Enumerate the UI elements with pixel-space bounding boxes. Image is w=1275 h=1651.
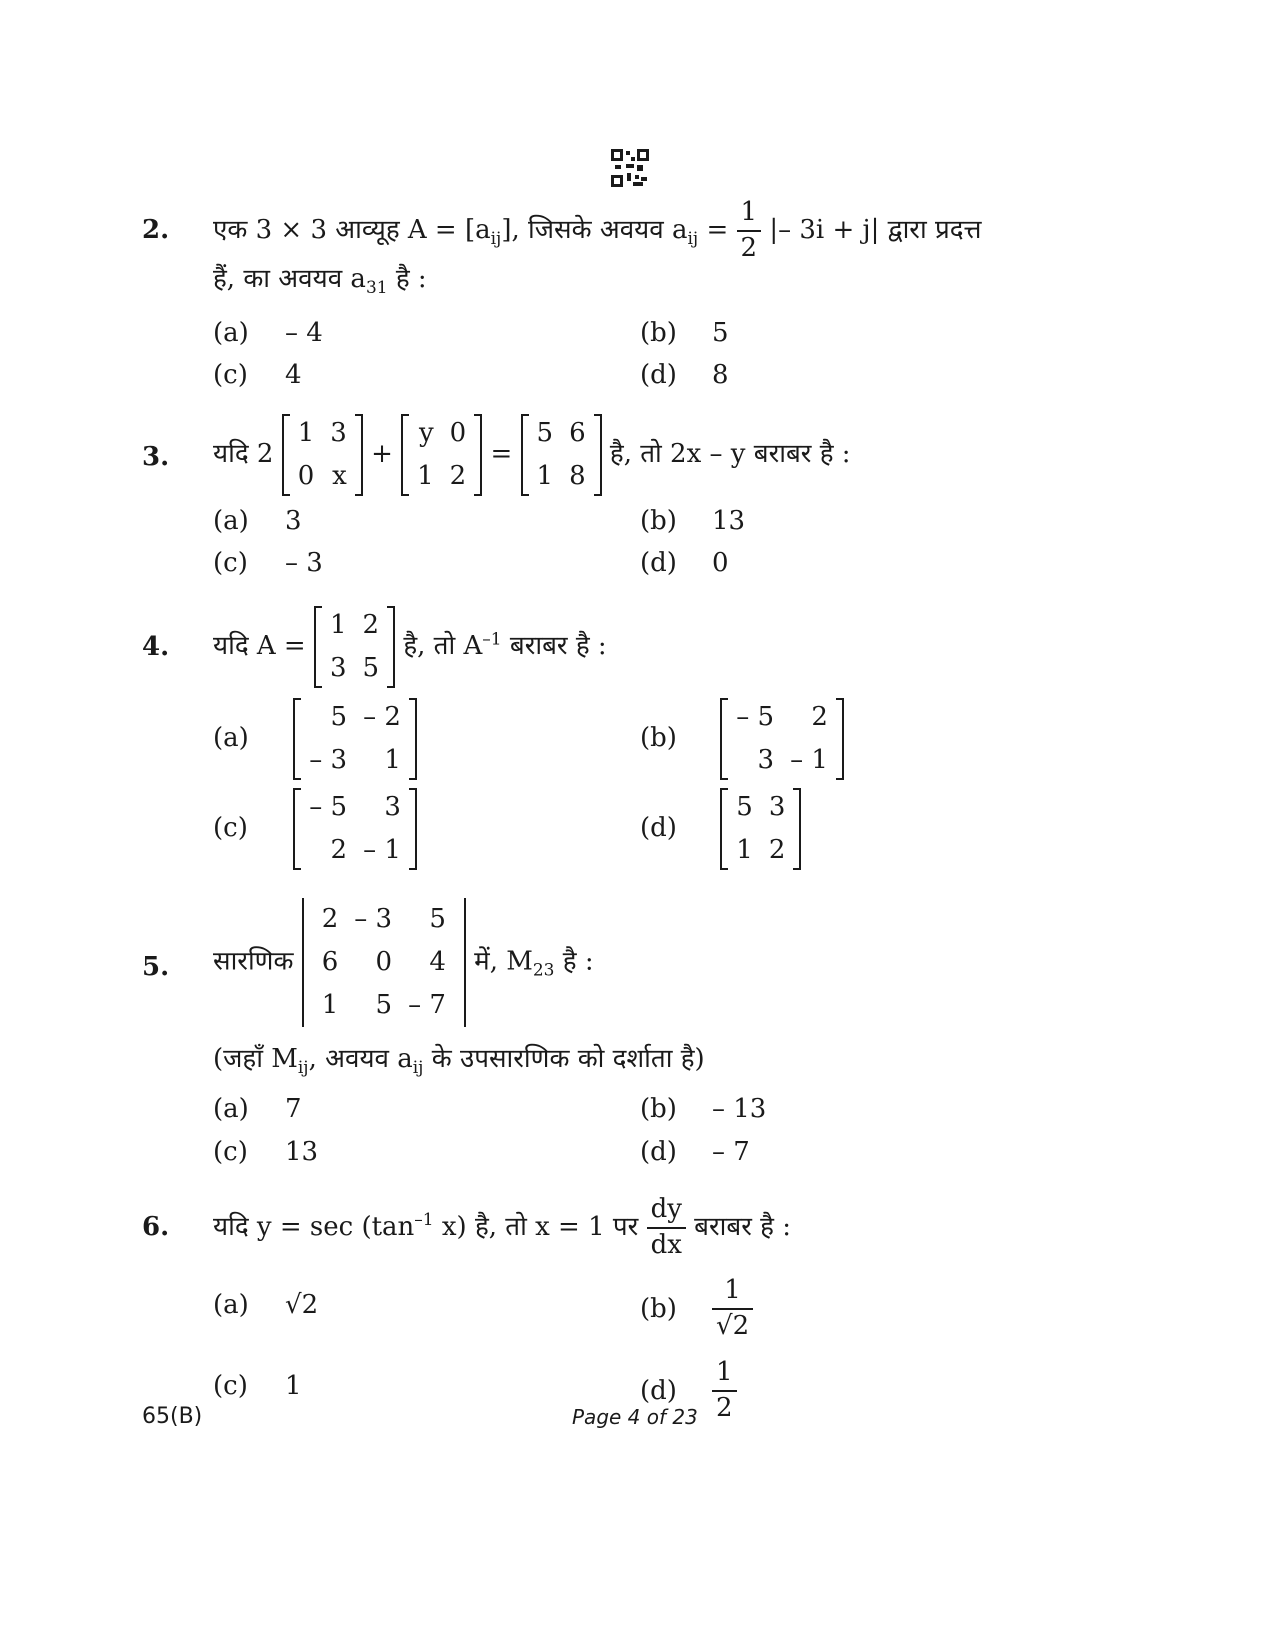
option-a: (a) 3 bbox=[213, 506, 302, 536]
determinant: 2 – 3 5 6 0 4 1 5 – 7 bbox=[302, 898, 466, 1027]
question-4-stem: यदि A = 1 2 3 5 है, तो $A^{-1}$ बराबर है : bbox=[213, 604, 607, 690]
option-d: (d) 0 bbox=[640, 548, 729, 578]
option-a: (a) 5 – 2 – 3 1 bbox=[213, 696, 417, 782]
option-b: (b) 5 bbox=[640, 318, 729, 348]
option-c: (c) 4 bbox=[213, 360, 302, 390]
paper-code: 65(B) bbox=[142, 1404, 203, 1429]
option-a: (a) 7 bbox=[213, 1094, 302, 1124]
option-a: (a) √2 bbox=[213, 1290, 319, 1320]
option-c: (c) – 5 3 2 – 1 bbox=[213, 786, 417, 872]
question-number: 5. bbox=[142, 952, 170, 982]
question-number: 4. bbox=[142, 632, 170, 662]
question-number: 6. bbox=[142, 1212, 170, 1242]
option-d: (d) 8 bbox=[640, 360, 729, 390]
option-c: (c) 13 bbox=[213, 1137, 319, 1167]
page-number: Page 4 of 23 bbox=[572, 1405, 698, 1429]
matrix: – 5 3 2 – 1 bbox=[293, 786, 417, 872]
matrix: 1 3 0 x bbox=[282, 412, 363, 498]
question-number: 3. bbox=[142, 442, 170, 472]
question-2-line-2: हैं, का अवयव $a_{31}$ है : bbox=[213, 264, 427, 299]
fraction-half: $\frac{1}{2}$ bbox=[737, 196, 762, 266]
question-5-stem: सारणिक 2 – 3 5 6 0 4 1 5 – 7 में, $M_{23}$ है : bbox=[213, 898, 594, 1027]
option-d: (d) 5 3 1 2 bbox=[640, 786, 801, 872]
matrix: 5 – 2 – 3 1 bbox=[293, 696, 417, 782]
question-6-stem: यदि $y = \sec (\tan^{-1}$ x) है, तो x = 1 पर $\frac{dy}{dx}$ बराबर है : bbox=[213, 1193, 791, 1263]
question-2-line-1: एक 3 × 3 आव्यूह $A = [a_{ij}]$, जिसके अवयव $a_{ij}$ = $\frac{1}{2}$ |– 3i + j| द्वारा प्रदत्त bbox=[213, 196, 982, 266]
qr-code-icon bbox=[611, 149, 649, 187]
option-b: (b) 13 bbox=[640, 506, 746, 536]
question-3-stem: यदि 2 1 3 0 x + y 0 1 2 = 5 6 1 8 है, तो 2x – y बराबर है : bbox=[213, 412, 851, 498]
option-c: (c) – 3 bbox=[213, 548, 323, 578]
option-b: (b) – 13 bbox=[640, 1094, 767, 1124]
option-a: (a) – 4 bbox=[213, 318, 323, 348]
question-5-note: (जहाँ $M_{ij}$, अवयव $a_{ij}$ के उपसारणिक को दर्शाता है) bbox=[213, 1044, 705, 1079]
option-b: (b) – 5 2 3 – 1 bbox=[640, 696, 844, 782]
matrix: 5 3 1 2 bbox=[720, 786, 801, 872]
matrix: – 5 2 3 – 1 bbox=[720, 696, 844, 782]
matrix: y 0 1 2 bbox=[401, 412, 482, 498]
matrix: 1 2 3 5 bbox=[314, 604, 395, 690]
matrix: 5 6 1 8 bbox=[521, 412, 602, 498]
fraction-derivative: $\frac{dy}{dx}$ bbox=[647, 1193, 686, 1263]
question-number: 2. bbox=[142, 215, 170, 245]
option-b: (b) $\frac{1}{√2}$ bbox=[640, 1274, 753, 1344]
option-d: (d) – 7 bbox=[640, 1137, 750, 1167]
option-c: (c) 1 bbox=[213, 1371, 302, 1401]
option-d: (d) $\frac{1}{2}$ bbox=[640, 1356, 737, 1426]
